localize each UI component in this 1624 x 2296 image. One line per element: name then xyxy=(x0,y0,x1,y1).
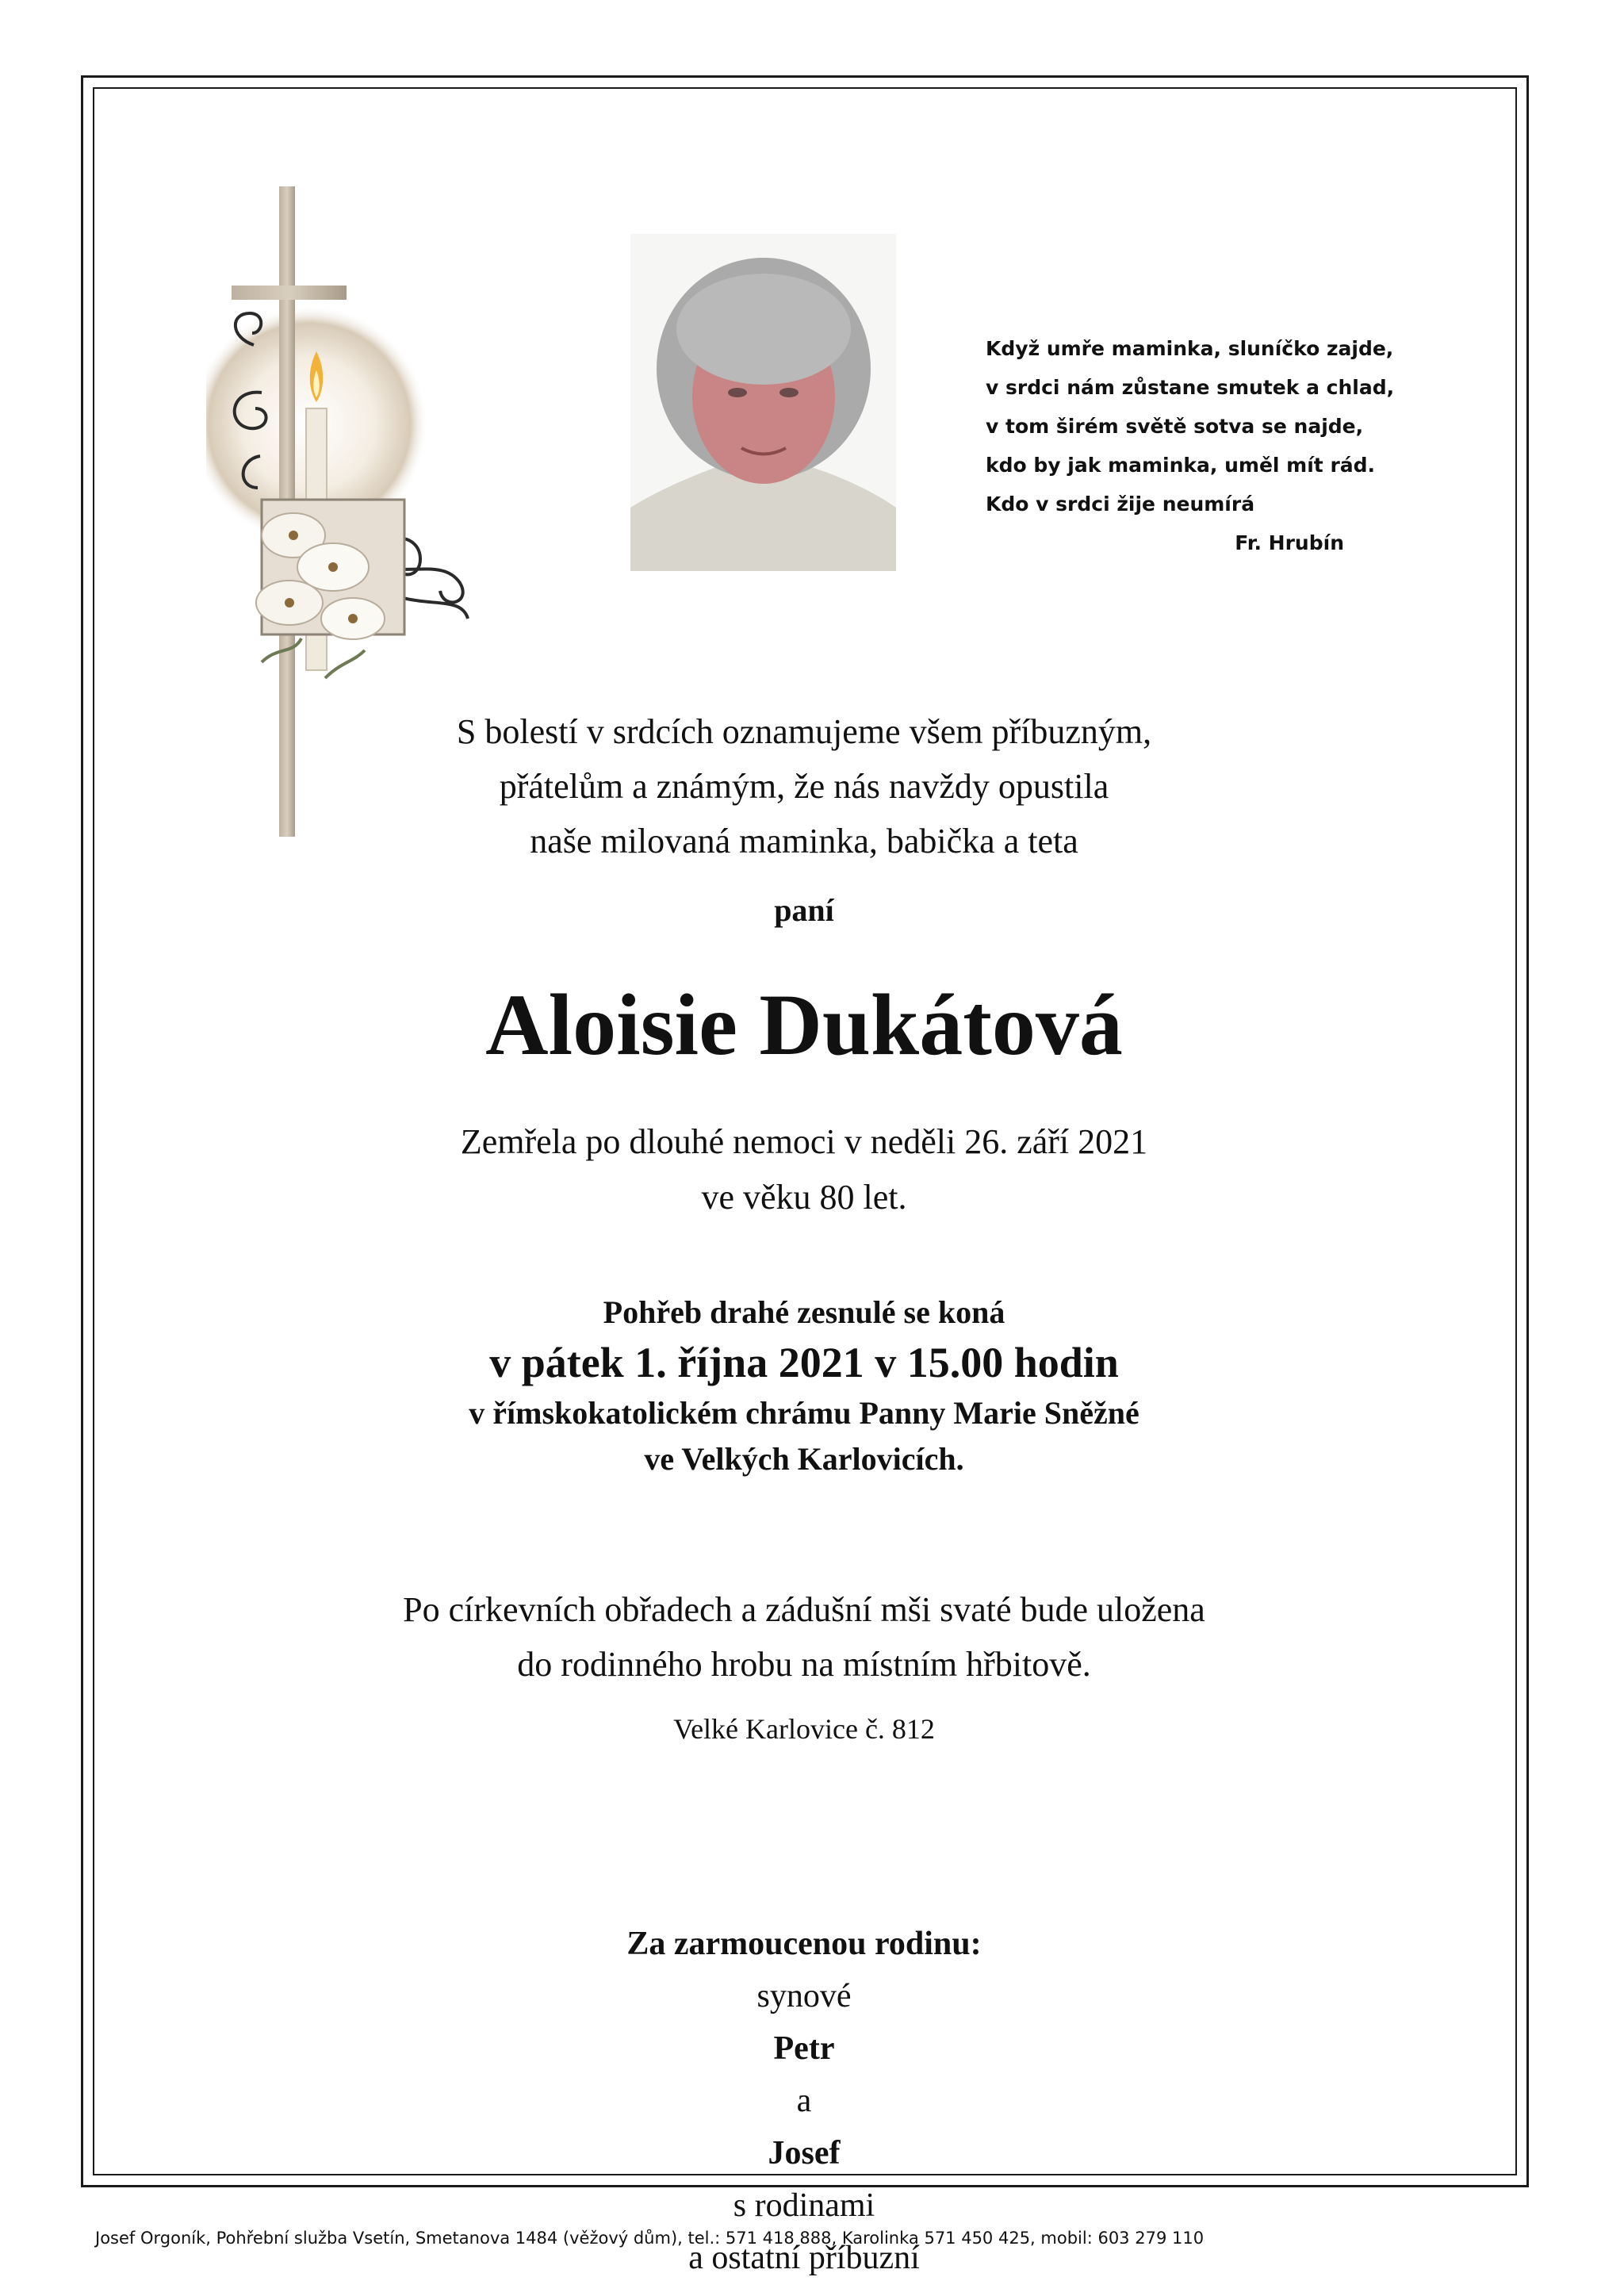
address: Velké Karlovice č. 812 xyxy=(673,1713,935,1745)
announcement-line: S bolestí v srdcích oznamujeme všem příbuzným, xyxy=(456,712,1152,751)
funeral-intro: Pohřeb drahé zesnulé se koná xyxy=(603,1294,1005,1330)
death-details xyxy=(103,1114,1505,1225)
funeral-service-footer: Josef Orgoník, Pohřební služba Vsetín, Smetanova 1484 (věžový dům), tel.: 571 418 888, Karolinka 571 450 425, mobil: 603 279 110 xyxy=(95,2229,1205,2248)
announcement-line: přátelům a známým, že nás navždy opustila xyxy=(499,767,1109,806)
honorific: paní xyxy=(774,892,834,928)
sons-prefix: synové xyxy=(756,1978,852,2014)
sons-suffix: s rodinami xyxy=(733,2187,875,2224)
death-date-line: Zemřela po dlouhé nemoci v neděli 26. září 2021 xyxy=(460,1122,1148,1161)
burial-line: Po církevních obřadech a zádušní mši svaté bude uložena xyxy=(403,1590,1205,1629)
poem xyxy=(986,329,1398,562)
poem-line: kdo by jak maminka, uměl mít rád. xyxy=(986,454,1376,477)
poem-line: Když umře maminka, sluníčko zajde, xyxy=(986,337,1394,360)
poem-author: Fr. Hrubín xyxy=(1235,531,1344,554)
burial-line: do rodinného hrobu na místním hřbitově. xyxy=(517,1645,1091,1684)
portrait-photo xyxy=(630,234,896,571)
son-name: Josef xyxy=(768,2135,841,2171)
announcement-line: naše milovaná maminka, babička a teta xyxy=(530,822,1078,861)
son-name: Petr xyxy=(773,2030,835,2067)
funeral-town: ve Velkých Karlovicích. xyxy=(644,1441,964,1477)
announcement-text xyxy=(103,704,1505,868)
funeral-datetime: v pátek 1. října 2021 v 15.00 hodin xyxy=(489,1339,1119,1386)
burial-details xyxy=(103,1582,1505,1692)
poem-line: v tom širém světě sotva se najde, xyxy=(986,415,1364,438)
lily-icon xyxy=(256,500,404,678)
funeral-details xyxy=(103,1290,1505,1482)
funeral-place: v římskokatolickém chrámu Panny Marie Sněžné xyxy=(469,1395,1139,1431)
age-line: ve věku 80 let. xyxy=(701,1178,907,1217)
others-line: a ostatní příbuzní xyxy=(688,2240,920,2276)
poem-line: Kdo v srdci žije neumírá xyxy=(986,493,1255,516)
family-heading: Za zarmoucenou rodinu: xyxy=(626,1926,982,1962)
deceased-name: Aloisie Dukátová xyxy=(485,976,1123,1073)
poem-line: v srdci nám zůstane smutek a chlad, xyxy=(986,376,1395,399)
sons-conj: a xyxy=(796,2083,812,2119)
sons-line xyxy=(103,1970,1505,2232)
